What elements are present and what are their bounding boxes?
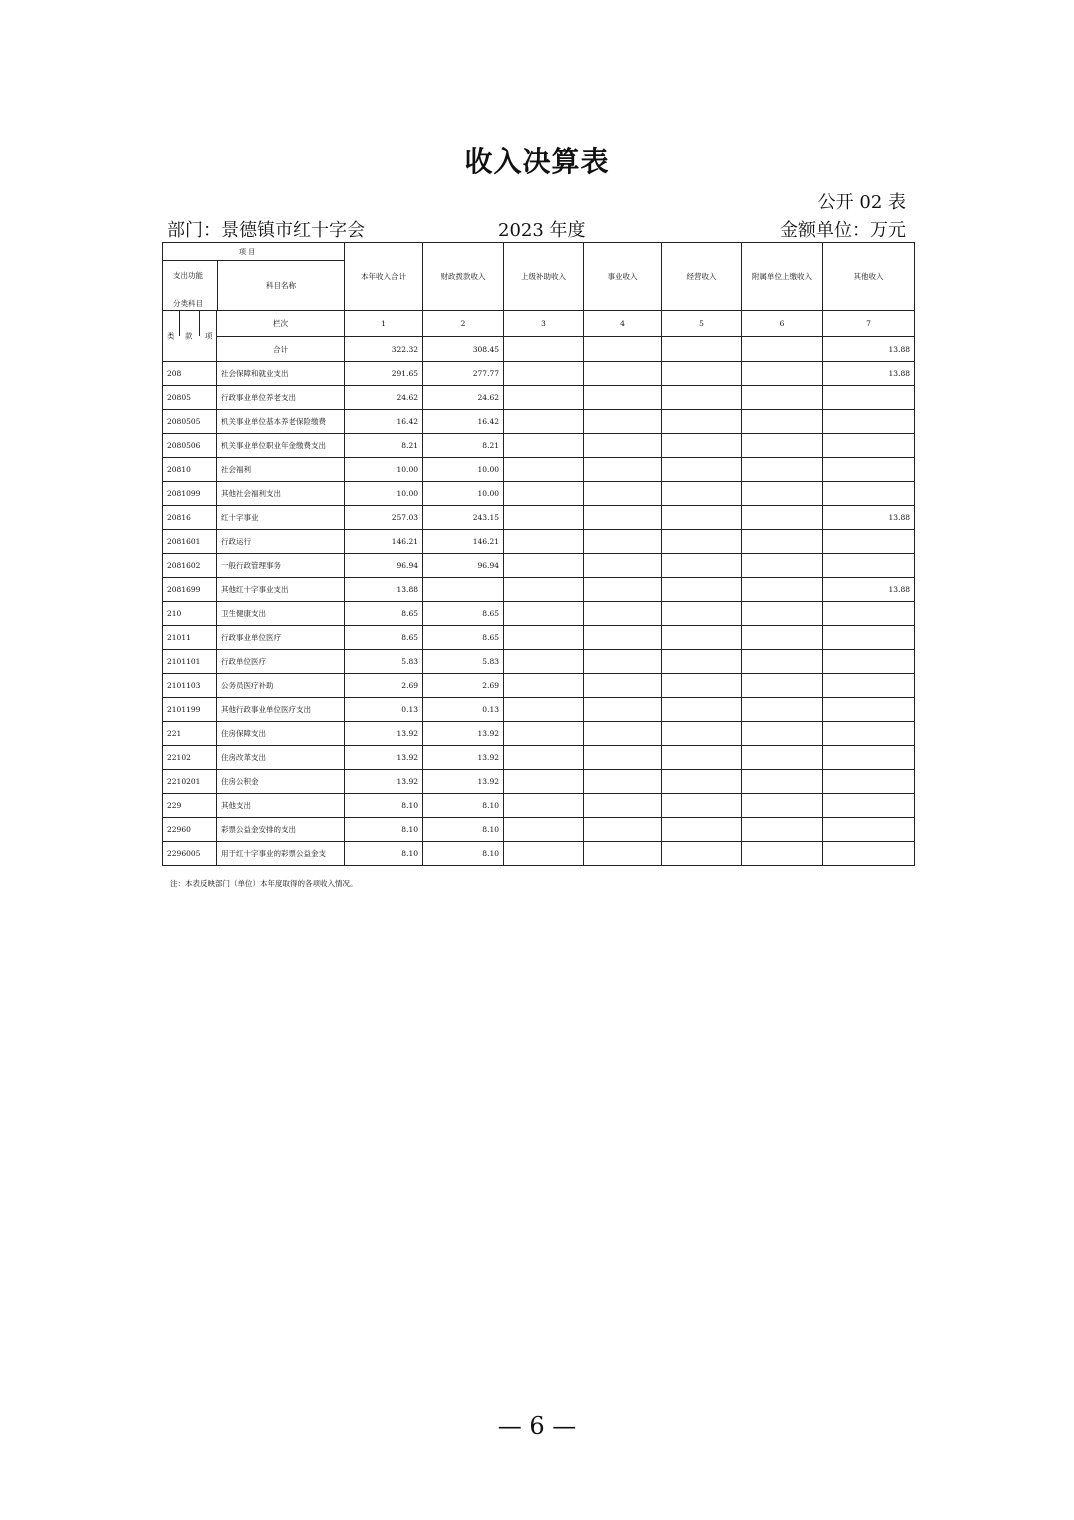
amount-cell xyxy=(823,722,915,746)
header-row xyxy=(163,243,915,311)
total-value xyxy=(504,337,584,362)
line-number: 5 xyxy=(662,311,742,337)
table-row xyxy=(163,770,915,794)
amount-cell: 8.65 xyxy=(345,602,423,626)
amount-cell xyxy=(823,410,915,434)
amount-cell xyxy=(584,674,662,698)
line-number: 4 xyxy=(584,311,662,337)
subject-code: 22102 xyxy=(163,746,217,770)
subject-code: 2101103 xyxy=(163,674,217,698)
subject-name: 住房公积金 xyxy=(217,770,345,794)
table-row xyxy=(163,602,915,626)
subject-name: 行政单位医疗 xyxy=(217,650,345,674)
amount-cell xyxy=(584,434,662,458)
amount-cell xyxy=(662,770,742,794)
amount-cell xyxy=(662,458,742,482)
amount-cell xyxy=(662,506,742,530)
amount-cell xyxy=(504,794,584,818)
amount-cell: 8.65 xyxy=(423,602,504,626)
amount-cell xyxy=(504,458,584,482)
amount-cell: 13.92 xyxy=(423,746,504,770)
amount-cell xyxy=(662,818,742,842)
amount-cell: 8.10 xyxy=(345,818,423,842)
amount-cell xyxy=(662,362,742,386)
table-row xyxy=(163,410,915,434)
classification-cell xyxy=(163,311,217,362)
amount-cell xyxy=(584,746,662,770)
amount-cell: 257.03 xyxy=(345,506,423,530)
income-final-accounts-table xyxy=(162,242,915,866)
subject-name-header: 科目名称 xyxy=(217,260,344,310)
subject-name: 住房保障支出 xyxy=(217,722,345,746)
group-label-2: 分类科目 xyxy=(173,299,203,308)
subject-name: 用于红十字事业的彩票公益金支 xyxy=(217,842,345,866)
header-caption: 项 目 xyxy=(239,248,256,256)
amount-cell: 13.88 xyxy=(823,506,915,530)
amount-cell xyxy=(823,530,915,554)
amount-cell: 96.94 xyxy=(345,554,423,578)
amount-cell xyxy=(584,818,662,842)
amount-cell xyxy=(504,434,584,458)
amount-cell xyxy=(584,722,662,746)
subject-code: 2210201 xyxy=(163,770,217,794)
amount-cell: 0.13 xyxy=(345,698,423,722)
amount-cell xyxy=(504,602,584,626)
amount-cell xyxy=(742,410,823,434)
amount-cell xyxy=(584,602,662,626)
column-header: 财政拨款收入 xyxy=(423,243,504,311)
column-header: 上级补助收入 xyxy=(504,243,584,311)
amount-cell xyxy=(823,434,915,458)
amount-cell xyxy=(584,386,662,410)
subject-code: 2101199 xyxy=(163,698,217,722)
amount-cell xyxy=(584,770,662,794)
amount-cell xyxy=(584,482,662,506)
amount-cell xyxy=(662,650,742,674)
amount-cell: 8.10 xyxy=(345,842,423,866)
amount-cell xyxy=(742,578,823,602)
amount-cell xyxy=(504,482,584,506)
amount-cell xyxy=(662,794,742,818)
amount-cell: 10.00 xyxy=(345,458,423,482)
amount-cell xyxy=(742,482,823,506)
amount-cell: 243.15 xyxy=(423,506,504,530)
amount-cell xyxy=(662,578,742,602)
amount-cell xyxy=(742,434,823,458)
amount-cell xyxy=(823,602,915,626)
line-label: 栏次 xyxy=(217,311,345,337)
subject-name: 行政运行 xyxy=(217,530,345,554)
amount-cell xyxy=(742,530,823,554)
amount-cell: 5.83 xyxy=(345,650,423,674)
subject-name: 公务员医疗补助 xyxy=(217,674,345,698)
amount-cell: 8.65 xyxy=(345,626,423,650)
amount-cell xyxy=(823,458,915,482)
subject-name: 机关事业单位职业年金缴费支出 xyxy=(217,434,345,458)
amount-cell: 10.00 xyxy=(423,482,504,506)
subject-code: 2081601 xyxy=(163,530,217,554)
form-code: 公开 02 表 xyxy=(817,192,906,213)
amount-cell xyxy=(504,842,584,866)
amount-cell: 277.77 xyxy=(423,362,504,386)
total-row xyxy=(163,337,915,362)
amount-cell: 13.92 xyxy=(423,770,504,794)
amount-cell xyxy=(823,482,915,506)
amount-cell xyxy=(584,554,662,578)
amount-cell xyxy=(504,362,584,386)
amount-cell: 13.92 xyxy=(345,746,423,770)
total-value xyxy=(662,337,742,362)
amount-cell: 24.62 xyxy=(423,386,504,410)
table-row xyxy=(163,386,915,410)
header-corner xyxy=(163,243,345,311)
amount-cell xyxy=(823,650,915,674)
amount-cell xyxy=(742,362,823,386)
amount-cell xyxy=(662,602,742,626)
amount-cell xyxy=(504,770,584,794)
total-label: 合计 xyxy=(217,337,345,362)
class-lei: 类 xyxy=(167,331,175,341)
amount-cell: 146.21 xyxy=(345,530,423,554)
amount-cell xyxy=(742,626,823,650)
amount-cell: 24.62 xyxy=(345,386,423,410)
subject-name: 卫生健康支出 xyxy=(217,602,345,626)
table-row xyxy=(163,578,915,602)
amount-cell xyxy=(662,626,742,650)
page-number: — 6 — xyxy=(497,1412,577,1440)
amount-cell xyxy=(504,746,584,770)
total-value xyxy=(584,337,662,362)
total-value: 322.32 xyxy=(345,337,423,362)
amount-cell xyxy=(823,770,915,794)
amount-cell xyxy=(662,482,742,506)
amount-cell xyxy=(662,530,742,554)
subject-code: 21011 xyxy=(163,626,217,650)
amount-cell xyxy=(662,674,742,698)
amount-cell xyxy=(742,554,823,578)
amount-cell xyxy=(742,770,823,794)
subject-code: 208 xyxy=(163,362,217,386)
subject-code: 210 xyxy=(163,602,217,626)
line-number-row xyxy=(163,311,915,337)
table-row xyxy=(163,530,915,554)
amount-cell xyxy=(662,434,742,458)
amount-cell xyxy=(504,626,584,650)
amount-cell xyxy=(742,602,823,626)
subject-name: 其他支出 xyxy=(217,794,345,818)
amount-cell xyxy=(662,410,742,434)
amount-cell xyxy=(823,746,915,770)
amount-cell xyxy=(504,674,584,698)
amount-cell xyxy=(584,698,662,722)
amount-cell xyxy=(742,506,823,530)
amount-cell xyxy=(584,650,662,674)
amount-cell xyxy=(742,746,823,770)
amount-cell xyxy=(742,650,823,674)
amount-cell xyxy=(504,554,584,578)
amount-cell xyxy=(742,674,823,698)
subject-code: 22960 xyxy=(163,818,217,842)
amount-cell: 13.88 xyxy=(345,578,423,602)
column-header: 本年收入合计 xyxy=(345,243,423,311)
line-number: 2 xyxy=(423,311,504,337)
table-row xyxy=(163,794,915,818)
amount-cell xyxy=(584,362,662,386)
total-value: 308.45 xyxy=(423,337,504,362)
amount-cell xyxy=(584,842,662,866)
amount-cell xyxy=(504,698,584,722)
subject-name: 其他社会福利支出 xyxy=(217,482,345,506)
subject-name: 社会福利 xyxy=(217,458,345,482)
amount-cell xyxy=(823,842,915,866)
amount-cell: 8.10 xyxy=(423,794,504,818)
amount-cell xyxy=(662,386,742,410)
table-row xyxy=(163,506,915,530)
amount-cell xyxy=(504,722,584,746)
amount-cell xyxy=(742,794,823,818)
class-kuan: 款 xyxy=(185,331,193,341)
amount-cell xyxy=(742,722,823,746)
subject-code: 2080506 xyxy=(163,434,217,458)
amount-cell: 2.69 xyxy=(345,674,423,698)
amount-cell xyxy=(584,458,662,482)
column-header: 其他收入 xyxy=(823,243,915,311)
subject-name: 其他行政事业单位医疗支出 xyxy=(217,698,345,722)
amount-cell: 13.88 xyxy=(823,362,915,386)
amount-cell xyxy=(584,794,662,818)
amount-cell xyxy=(823,674,915,698)
subject-code: 2080505 xyxy=(163,410,217,434)
amount-cell: 13.92 xyxy=(345,770,423,794)
table-row xyxy=(163,482,915,506)
subject-name: 机关事业单位基本养老保险缴费 xyxy=(217,410,345,434)
group-label-1: 支出功能 xyxy=(173,271,203,280)
amount-cell xyxy=(504,386,584,410)
subject-name: 红十字事业 xyxy=(217,506,345,530)
subject-name: 其他红十字事业支出 xyxy=(217,578,345,602)
amount-cell: 10.00 xyxy=(345,482,423,506)
fiscal-year: 2023 年度 xyxy=(498,220,586,241)
amount-cell xyxy=(584,578,662,602)
amount-cell: 16.42 xyxy=(423,410,504,434)
amount-cell: 8.10 xyxy=(345,794,423,818)
subject-code: 221 xyxy=(163,722,217,746)
amount-cell: 0.13 xyxy=(423,698,504,722)
table-row xyxy=(163,362,915,386)
amount-cell xyxy=(742,698,823,722)
amount-cell xyxy=(742,386,823,410)
table-row xyxy=(163,746,915,770)
amount-cell: 96.94 xyxy=(423,554,504,578)
amount-cell: 8.21 xyxy=(345,434,423,458)
line-number: 3 xyxy=(504,311,584,337)
amount-cell xyxy=(823,698,915,722)
table-note: 注：本表反映部门（单位）本年度取得的各项收入情况。 xyxy=(170,879,358,888)
amount-cell xyxy=(662,554,742,578)
amount-cell: 13.92 xyxy=(423,722,504,746)
total-value xyxy=(742,337,823,362)
amount-cell xyxy=(823,554,915,578)
subject-name: 彩票公益金安排的支出 xyxy=(217,818,345,842)
amount-cell: 10.00 xyxy=(423,458,504,482)
line-number: 6 xyxy=(742,311,823,337)
amount-cell xyxy=(662,746,742,770)
subject-code: 20805 xyxy=(163,386,217,410)
class-xiang: 项 xyxy=(205,331,213,341)
amount-cell xyxy=(742,818,823,842)
amount-cell xyxy=(823,818,915,842)
amount-cell: 13.92 xyxy=(345,722,423,746)
department-label: 部门：景德镇市红十字会 xyxy=(167,220,365,241)
amount-cell xyxy=(823,626,915,650)
amount-cell: 146.21 xyxy=(423,530,504,554)
amount-cell: 16.42 xyxy=(345,410,423,434)
table-row xyxy=(163,434,915,458)
amount-cell xyxy=(662,722,742,746)
subject-name: 社会保障和就业支出 xyxy=(217,362,345,386)
table-row xyxy=(163,818,915,842)
table-row xyxy=(163,650,915,674)
amount-unit: 金额单位：万元 xyxy=(780,220,906,241)
amount-cell xyxy=(423,578,504,602)
table-row xyxy=(163,698,915,722)
subject-name: 行政事业单位医疗 xyxy=(217,626,345,650)
subject-code: 20810 xyxy=(163,458,217,482)
amount-cell xyxy=(662,698,742,722)
subject-code: 2081602 xyxy=(163,554,217,578)
table-row xyxy=(163,842,915,866)
table-row xyxy=(163,458,915,482)
line-number: 7 xyxy=(823,311,915,337)
subject-code: 20816 xyxy=(163,506,217,530)
subject-code: 229 xyxy=(163,794,217,818)
column-header: 事业收入 xyxy=(584,243,662,311)
amount-cell xyxy=(584,626,662,650)
amount-cell xyxy=(823,386,915,410)
amount-cell: 2.69 xyxy=(423,674,504,698)
amount-cell xyxy=(823,794,915,818)
amount-cell xyxy=(584,410,662,434)
amount-cell: 8.65 xyxy=(423,626,504,650)
table-row xyxy=(163,554,915,578)
table-row xyxy=(163,722,915,746)
amount-cell xyxy=(742,458,823,482)
subject-code: 2101101 xyxy=(163,650,217,674)
column-header: 经营收入 xyxy=(662,243,742,311)
subject-code: 2296005 xyxy=(163,842,217,866)
amount-cell: 8.10 xyxy=(423,818,504,842)
table-row xyxy=(163,674,915,698)
amount-cell xyxy=(742,842,823,866)
subject-name: 住房改革支出 xyxy=(217,746,345,770)
amount-cell xyxy=(584,506,662,530)
amount-cell: 8.21 xyxy=(423,434,504,458)
total-value: 13.88 xyxy=(823,337,915,362)
amount-cell xyxy=(504,818,584,842)
subject-name: 行政事业单位养老支出 xyxy=(217,386,345,410)
amount-cell xyxy=(504,650,584,674)
page-title: 收入决算表 xyxy=(464,145,610,178)
line-number: 1 xyxy=(345,311,423,337)
amount-cell xyxy=(504,578,584,602)
subject-name: 一般行政管理事务 xyxy=(217,554,345,578)
amount-cell xyxy=(504,506,584,530)
amount-cell: 13.88 xyxy=(823,578,915,602)
subject-code: 2081699 xyxy=(163,578,217,602)
amount-cell xyxy=(584,530,662,554)
amount-cell: 8.10 xyxy=(423,842,504,866)
amount-cell: 291.65 xyxy=(345,362,423,386)
amount-cell: 5.83 xyxy=(423,650,504,674)
amount-cell xyxy=(504,410,584,434)
amount-cell xyxy=(662,842,742,866)
amount-cell xyxy=(504,530,584,554)
table-row xyxy=(163,626,915,650)
subject-code: 2081099 xyxy=(163,482,217,506)
column-header: 附属单位上缴收入 xyxy=(742,243,823,311)
